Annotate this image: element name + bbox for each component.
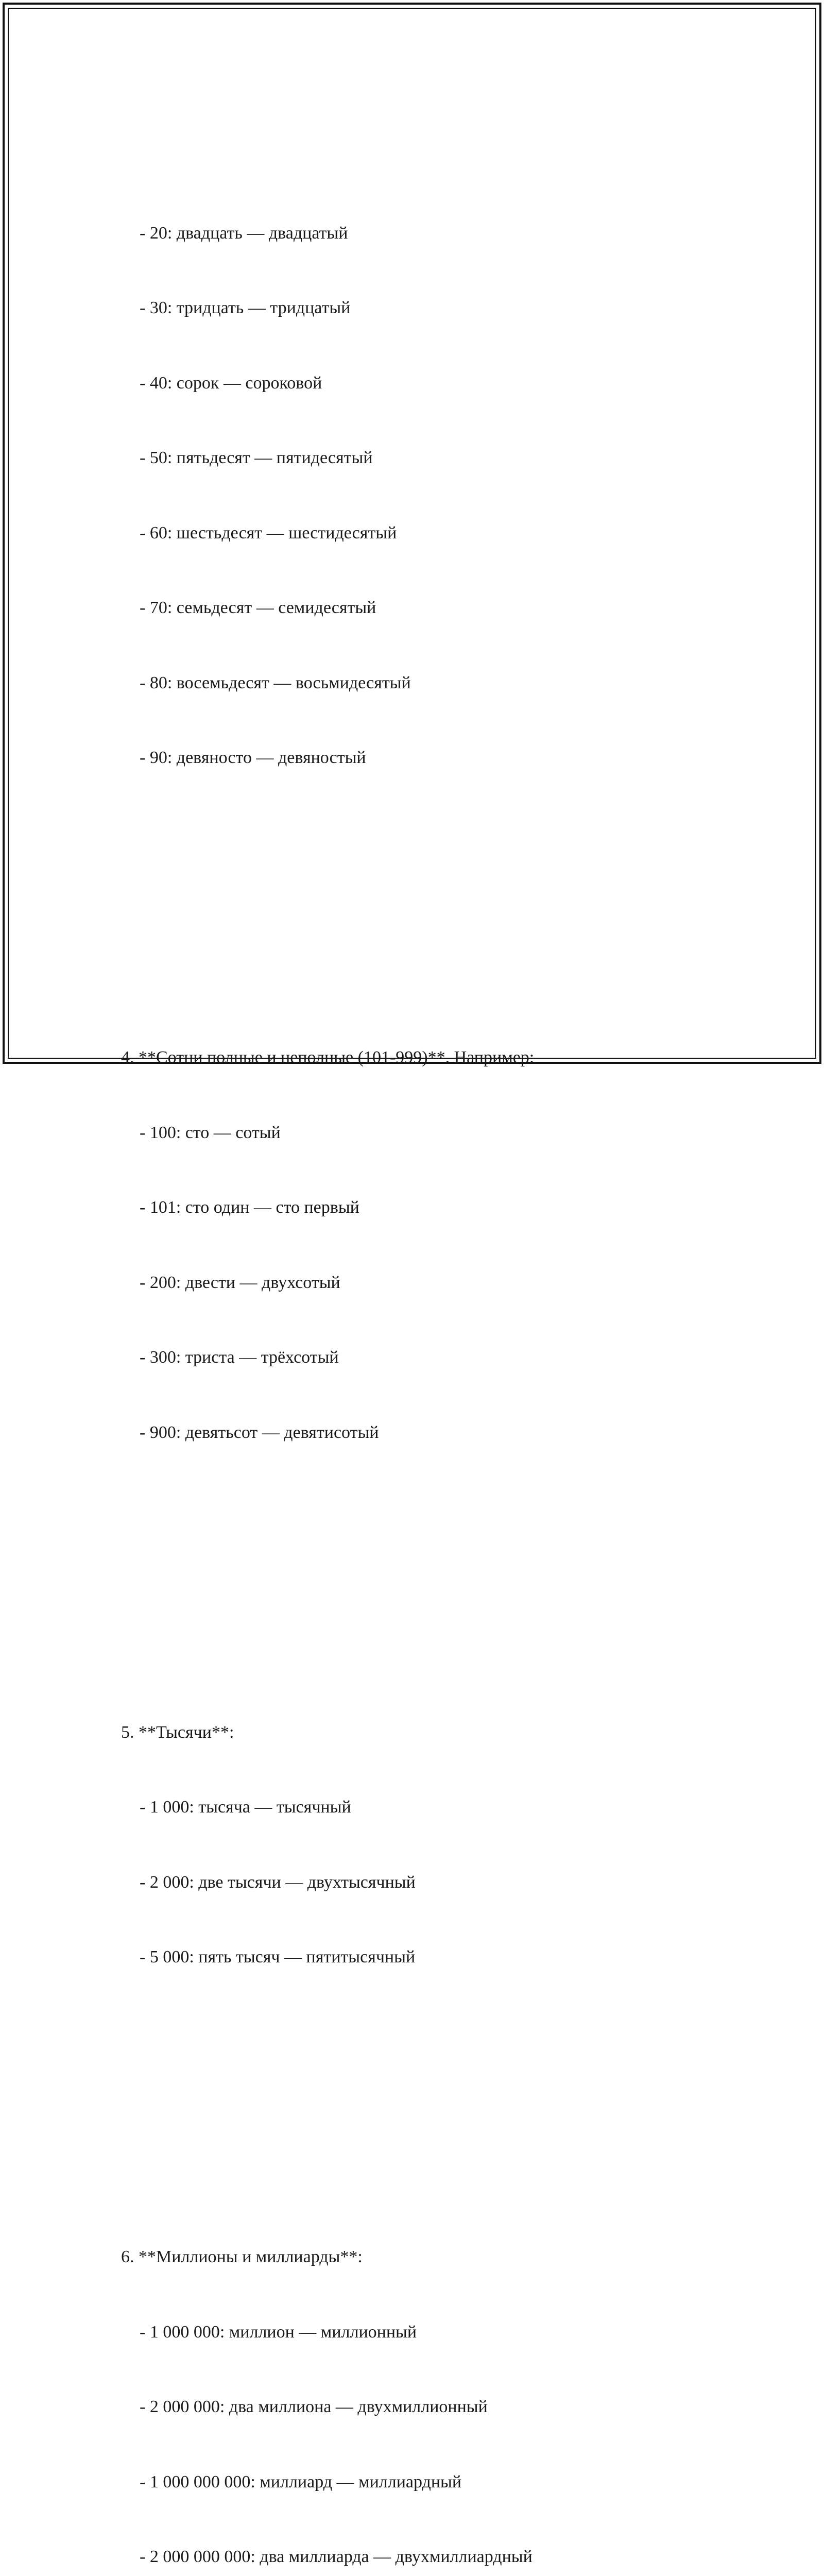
spacer [121, 1570, 739, 1596]
list-item: - 50: пятьдесят — пятидесятый [140, 448, 373, 467]
list-item: - 1 000: тысяча — тысячный [140, 1798, 351, 1817]
list-item: - 2 000 000 000: два миллиарда — двухмиллиардный [140, 2547, 533, 2566]
section-heading: 4. **Сотни полные и неполные (101-999)**. Например: [121, 1048, 535, 1067]
list-item: - 1 000 000: миллион — миллионный [140, 2322, 417, 2342]
list-item: - 2 000 000: два миллиона — двухмиллионный [140, 2397, 488, 2416]
millions-section [121, 2195, 739, 2576]
list-item: - 70: семьдесят — семидесятый [140, 598, 376, 617]
spacer [121, 895, 739, 921]
hundreds-section [121, 995, 739, 1495]
list-item: - 60: шестьдесят — шестидесятый [140, 523, 397, 543]
section-heading: 5. **Тысячи**: [121, 1722, 234, 1742]
list-item: - 40: сорок — сороковой [140, 373, 322, 393]
section-heading: 6. **Миллионы и миллиарды**: [121, 2247, 363, 2266]
list-item: - 1 000 000 000: миллиард — миллиардный [140, 2472, 462, 2492]
list-item: - 20: двадцать — двадцатый [140, 223, 348, 243]
list-item: - 100: сто — сотый [140, 1123, 281, 1142]
list-item: - 900: девятьсот — девятисотый [140, 1422, 379, 1442]
tens-list [121, 171, 739, 821]
thousands-section [121, 1670, 739, 2020]
list-item: - 90: девяносто — девяностый [140, 748, 366, 767]
list-item: - 300: триста — трёхсотый [140, 1348, 339, 1367]
list-item: - 30: тридцать — тридцатый [140, 298, 351, 317]
document-body [121, 96, 739, 2576]
list-item: - 80: восемьдесят — восьмидесятый [140, 673, 411, 692]
list-item: - 101: сто один — сто первый [140, 1198, 359, 1217]
list-item: - 2 000: две тысячи — двухтысячный [140, 1872, 416, 1892]
list-item: - 5 000: пять тысяч — пятитысячный [140, 1947, 416, 1967]
spacer [121, 2095, 739, 2120]
list-item: - 200: двести — двухсотый [140, 1273, 340, 1292]
